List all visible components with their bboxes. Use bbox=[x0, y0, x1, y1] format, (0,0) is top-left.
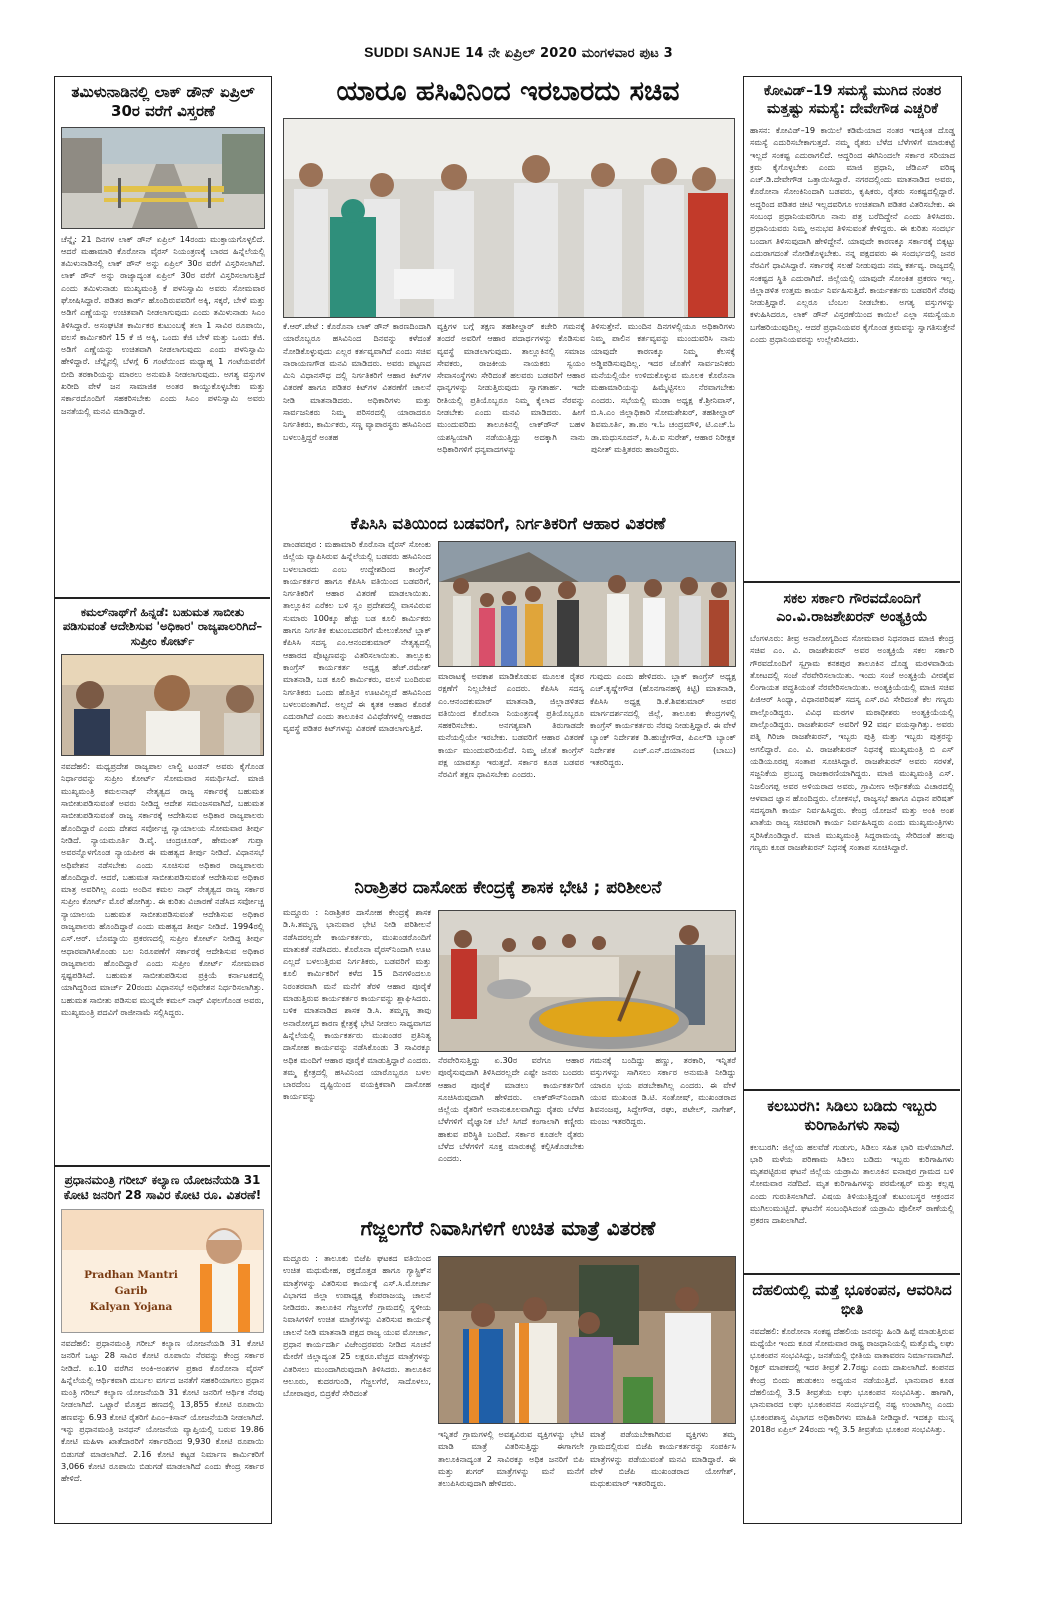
divider bbox=[744, 581, 960, 583]
story4-col3: ಮಾತ್ರೆ ಪಡೆಯಬೇಕಾಗಿರುವ ವ್ಯಕ್ತಿಗಳು ತಮ್ಮ ಗ್ರಾಮದಲ್ಲಿರುವ ಬಿಜೆಪಿ ಕಾರ್ಯಕರ್ತರನ್ನು ಸಂಪರ್ಕಿಸಿ ಮಾತ್ರೆಗಳನ್ನು ಪಡೆಯುವಂತೆ ಮನವಿ ಮಾಡಿದ್ದಾರೆ. ಈ ವೇಳೆ ಬಿಜೆಪಿ ಮುಖಂಡರಾದ ಯೋಗೇಶ್, ಮಧುಕುಮಾರ್ ಇತರರಿದ್ದರು. bbox=[590, 1429, 736, 1489]
story4-col2: ಇನ್ನಿತರೆ ಗ್ರಾಮಗಳಲ್ಲಿ ಅವಶ್ಯವಿರುವ ವ್ಯಕ್ತಿಗಳನ್ನು ಭೇಟಿ ಮಾಡಿ ಮಾತ್ರೆ ವಿತರಿಸುತ್ತಿದ್ದು ಈಗಾಗಲೇ ತಾಲೂಕಿನಾದ್ಯಂತ 2 ಸಾವಿರಕ್ಕೂ ಅಧಿಕ ಜನರಿಗೆ ಬಿಪಿ ಮತ್ತು ಶುಗರ್ ಮಾತ್ರೆಗಳನ್ನು ಮನೆ ಮನೆಗೆ ತಲುಪಿಸಿರುವುದಾಗಿ ಹೇಳಿದರು. bbox=[438, 1429, 584, 1489]
page-masthead bbox=[0, 44, 1037, 61]
story2-col1: ಪಾಂಡವಪುರ : ಮಹಾಮಾರಿ ಕೊರೊನಾ ವೈರಸ್ ಸೋಂಕು ಜಿಲ್ಲೆಯ ವ್ಯಾಪಿಸಿರುವ ಹಿನ್ನೆಲೆಯಲ್ಲಿ ಬಡವರು ಹಸಿವಿನಿಂದ ಬಳಲಬಾರದು ಎಂಬ ಉದ್ದೇಶದಿಂದ ಕಾಂಗ್ರೆಸ್ ಕಾರ್ಯಕರ್ತರ ಹಾಗೂ ಕೆಪಿಸಿಸಿ ವತಿಯಿಂದ ಬಡವರಿಗೆ, ನಿರ್ಗತಿಕರಿಗೆ ಆಹಾರ ವಿತರಣೆ ಮಾಡಲಾಯಿತು. ತಾಲ್ಲೂಕಿನ ಎರೆಕಲ ಬಳಿ ಸ್ಲಂ ಪ್ರದೇಶದಲ್ಲಿ ವಾಸವಿರುವ ಸುಮಾರು 100ಕ್ಕೂ ಹೆಚ್ಚು ಬಡ ಕೂಲಿ ಕಾರ್ಮಿಕರು ಹಾಗೂ ನಿರ್ಗತಿಕ ಕುಟುಂಬದವರಿಗೆ ಮೇಲುಕೋಟೆ ಬ್ಲಾಕ್ ಕೆಪಿಸಿಸಿ ಸದಸ್ಯ ಎಂ.ಆನಂದಕುಮಾರ್ ನೇತೃತ್ವದಲ್ಲಿ ಆಹಾರದ ಪೊಟ್ಟಣವನ್ನು ವಿತರಿಸಲಾಯಿತು. ತಾಲ್ಲೂಕು ಕಾಂಗ್ರೆಸ್ ಕಾರ್ಯಕರ್ತ ಅಧ್ಯಕ್ಷ ಹೆಚ್.ರಮೇಶ್ ಮಾತನಾಡಿ, ಬಡ ಕೂಲಿ ಕಾರ್ಮಿಕರು, ವಲಸೆ ಬಂದಿರುವ ನಿರ್ಗತಿಕರು ಒಂದು ಹೊತ್ತಿನ ಊಟವಿಲ್ಲದೆ ಹಸಿವಿನಿಂದ ಬಳಲುವಂತಾಗಿದೆ. ಅಲ್ಲದೆ ಈ ಕೃತಕ ಆಹಾರ ಕೊರತೆ ಎದುರಾಗಿದೆ ಎಂದು ತಾಲೂಕಿನ ವಿವಿಧೆಡೆಗಳಲ್ಲಿ ಆಹಾರದ ವ್ಯವಸ್ಥೆ ಪಡಿತರ ಕಿಟ್‌ಗಳನ್ನು ವಿತರಣೆ ಮಾಡಲಾಗುತ್ತಿದೆ. bbox=[283, 539, 431, 734]
left-column bbox=[54, 76, 272, 1524]
tablet-distribution-image bbox=[439, 1257, 735, 1423]
story3-headline: ನಿರಾಶ್ರಿತರ ದಾಸೋಹ ಕೇಂದ್ರಕ್ಕೆ ಶಾಸಕ ಭೇಟಿ ; ಪರಿಶೀಲನೆ bbox=[354, 878, 662, 898]
story1-headline: ಯಾರೂ ಹಸಿವಿನಿಂದ ಇರಬಾರದು ಸಚಿವ bbox=[336, 76, 680, 107]
story4-headline: ಗೆಜ್ಜಲಗೆರೆ ನಿವಾಸಿಗಳಿಗೆ ಉಚಿತ ಮಾತ್ರೆ ವಿತರಣೆ bbox=[360, 1216, 656, 1240]
story1-col1: ಕೆ.ಆರ್.ಪೇಟೆ : ಕೊರೊನಾ ಲಾಕ್ ಡೌನ್ ಕಾರಣದಿಂದಾಗಿ ಯಾರೊಬ್ಬರೂ ಹಸಿವಿನಿಂದ ದಿನವನ್ನು ಕಳೆದಂತೆ ನೋಡಿಕೊಳ್ಳುವುದು ಎಲ್ಲರ ಕರ್ತವ್ಯವಾಗಿದೆ ಎಂದು ಸಚಿವ ನಾರಾಯಣಗೌಡ ಮನವಿ ಮಾಡಿದರು. ಅವರು ಪಟ್ಟಣದ ಮಿನಿ ವಿಧಾನಸೌಧ ದಲ್ಲಿ ನಿರ್ಗತಿಕರಿಗೆ ಆಹಾರ ಕಿಟ್‌ಗಳ ವಿತರಣೆ ಹಾಗೂ ಪಡಿತರ ಕಿಟ್‌ಗಳ ವಿತರಣೆಗೆ ಚಾಲನೆ ನೀಡಿ ಮಾತನಾಡಿದರು. ಅಧಿಕಾರಿಗಳು ಮತ್ತು ಸಾರ್ವಜನಿಕರು ನಿಮ್ಮ ಪರಿಸರದಲ್ಲಿ ಯಾರಾದರೂ ನಿರ್ಗತಿಕರು, ಕಾರ್ಮಿಕರು, ಸಣ್ಣ ವ್ಯಾಪಾರಸ್ಥರು ಹಸಿವಿನಿಂದ ಬಳಲುತ್ತಿದ್ದರೆ ಅಂತಹ bbox=[283, 321, 431, 442]
story2-headline: ಕೆಪಿಸಿಸಿ ವತಿಯಿಂದ ಬಡವರಿಗೆ, ನಿರ್ಗತಿಕರಿಗೆ ಆಹಾರ ವಿತರಣೆ bbox=[350, 514, 666, 533]
empty-street-image bbox=[62, 128, 265, 228]
story3-col3: ಗಮನಕ್ಕೆ ಬಂದಿದ್ದು ಹಣ್ಣು, ತರಕಾರಿ, ಇನ್ನಿತರೆ ವಸ್ತುಗಳನ್ನು ಸಾಗಿಸಲು ಸರ್ಕಾರ ಅನುಮತಿ ನೀಡಿದ್ದು ಯಾರೂ ಭಯ ಪಡಬೇಕಾಗಿಲ್ಲ ಎಂದರು. ಈ ವೇಳೆ ಯುವ ಮುಖಂಡ ಡಿ.ಟಿ. ಸಂತೋಷ್, ಮುಖಂಡರಾದ ಶಿವನಂಜಪ್ಪ, ಸಿದ್ದೇಗೌಡ, ರಘು, ಪಟೇಲ್, ನಾಗೇಶ್, ಮಂಜು ಇತರರಿದ್ದರು. bbox=[590, 1055, 736, 1127]
minister-distribution-image bbox=[284, 119, 734, 317]
story3-photo bbox=[438, 910, 736, 1052]
kamalnath-photo bbox=[61, 654, 264, 756]
story2-col3: ಗುವುದು ಎಂದು ಹೇಳಿದರು. ಬ್ಲಾಕ್ ಕಾಂಗ್ರೆಸ್ ಅಧ್ಯಕ್ಷ ಎಚ್.ಕೃಷ್ಣೇಗೌಡ (ಹೊನಗಾನಹಳ್ಳಿ ಕಿಟ್ಟಿ) ಮಾತನಾಡಿ, ಕೆಪಿಸಿಸಿ ಅಧ್ಯಕ್ಷ ಡಿ.ಕೆ.ಶಿವಕುಮಾರ್ ಅವರ ಮಾರ್ಗದರ್ಶನದಲ್ಲಿ ಜಿಲ್ಲೆ, ತಾಲೂಕು ಕೇಂದ್ರಗಳಲ್ಲಿ ಕಾಂಗ್ರೆಸ್ ಕಾರ್ಯಕರ್ತರು ನೆರವು ನೀಡುತ್ತಿದ್ದಾರೆ. ಈ ವೇಳೆ ಬ್ಯಾಂಕ್ ನಿರ್ದೇಶಕ ಡಿ.ಹುಚ್ಚೇಗೌಡ, ಪಿಎಲ್‌ಡಿ ಬ್ಯಾಂಕ್ ನಿರ್ದೇಶಕ ಎಚ್.ಎನ್.ದಯಾನಂದ (ಬಾಬು) ಇತರರಿದ್ದರು. bbox=[590, 671, 736, 768]
pmgky-headline: ಪ್ರಧಾನಮಂತ್ರಿ ಗರೀಬ್ ಕಲ್ಯಾಣ ಯೋಜನೆಯಡಿ 31 ಕೋಟಿ ಜನರಿಗೆ 28 ಸಾವಿರ ಕೋಟಿ ರೂ. ವಿತರಣೆ! bbox=[63, 1173, 262, 1202]
banner-text-line1: Pradhan Mantri Garib bbox=[84, 1269, 178, 1297]
story3-col1: ಮದ್ದೂರು : ನಿರಾಶ್ರಿತರ ದಾಸೋಹ ಕೇಂದ್ರಕ್ಕೆ ಶಾಸಕ ಡಿ.ಸಿ.ತಮ್ಮಣ್ಣ ಭಾನುವಾರ ಭೇಟಿ ನೀಡಿ ಪರಿಶೀಲನೆ ನಡೆಸಿದರಲ್ಲದೇ ಕಾರ್ಯಕರ್ತರು, ಮುಖಂಡರೊಂದಿಗೆ ಮಾತುಕತೆ ನಡೆಸಿದರು. ಕೊರೊನಾ ವೈರಸ್‌ನಿಂದಾಗಿ ಊಟ ಎಲ್ಲದೆ ಬಳಲುತ್ತಿರುವ ನಿರ್ಗತಿಕರು, ಬಡವರಿಗೆ ಮತ್ತು ಕೂಲಿ ಕಾರ್ಮಿಕರಿಗೆ ಕಳೆದ 15 ದಿನಗಳಿಂದಲೂ ನಿರಂತರವಾಗಿ ಮನೆ ಮನೆಗೆ ತೆರಳಿ ಆಹಾರ ಪೂರೈಕೆ ಮಾಡುತ್ತಿರುವ ಕಾರ್ಯಕರ್ತರ ಕಾರ್ಯವನ್ನು ಶ್ಲಾಘಿಸಿದರು. ಬಳಿಕ ಮಾತನಾಡಿದ ಶಾಸಕ ಡಿ.ಸಿ. ತಮ್ಮಣ್ಣ ತಾವು ಅನಾರೋಗ್ಯದ ಕಾರಣ ಕ್ಷೇತ್ರಕ್ಕೆ ಭೇಟಿ ನೀಡಲು ಸಾಧ್ಯವಾಗದ ಹಿನ್ನೆಲೆಯಲ್ಲಿ ಕಾರ್ಯಕರ್ತರು ಮುಖಂಡರ ಪ್ರತಿನಿತ್ಯ ದಾಸೋಹ ಕಾರ್ಯವನ್ನು ನಡೆಸಿಕೊಂಡು 3 ಸಾವಿರಕ್ಕೂ ಅಧಿಕ ಮಂದಿಗೆ ಆಹಾರ ಪೂರೈಕೆ ಮಾಡುತ್ತಿದ್ದಾರೆ ಎಂದರು. ತಮ್ಮ ಕ್ಷೇತ್ರದಲ್ಲಿ ಹಸಿವಿನಿಂದ ಯಾರೊಬ್ಬರೂ ಬಳಲ ಬಾರದೆಂಬ ದೃಷ್ಟಿಯಿಂದ ವಯಕ್ತಿಕವಾಗಿ ದಾಸೋಹ ಕಾರ್ಯವನ್ನು bbox=[283, 907, 431, 1102]
delhi-quake-headline: ದೆಹಲಿಯಲ್ಲಿ ಮತ್ತೆ ಭೂಕಂಪನ, ಆವರಿಸಿದ ಭೀತಿ bbox=[752, 1281, 952, 1318]
pmgky-body: ನವದೆಹಲಿ: ಪ್ರಧಾನಮಂತ್ರಿ ಗರೀಬ್ ಕಲ್ಯಾಣ ಯೋಜನೆಯಡಿ 31 ಕೋಟಿ ಜನರಿಗೆ ಒಟ್ಟು 28 ಸಾವಿರ ಕೋಟಿ ರೂಪಾಯಿ ನೆರವನ್ನು ಕೇಂದ್ರ ಸರ್ಕಾರ ನೀಡಿದೆ. ಏ.10 ವರೆಗಿನ ಅಂಕಿ-ಅಂಶಗಳ ಪ್ರಕಾರ ಕೊರೋನಾ ವೈರಸ್ ಹಿನ್ನೆಲೆಯಲ್ಲಿ ಆರ್ಥಿಕವಾಗಿ ದುರ್ಬಲ ವರ್ಗದ ಜನತೆಗೆ ಸಹಕರಿಯಾಗಲು ಪ್ರಧಾನ ಮಂತ್ರಿ ಗರೀಬ್ ಕಲ್ಯಾಣ ಯೋಜನೆಯಡಿ 31 ಕೋಟಿ ಜನರಿಗೆ ಆರ್ಥಿಕ ನೆರವು ನೀಡಲಾಗಿದೆ. ಒಟ್ಟಾರೆ ಮೊತ್ತದ ಹಣದಲ್ಲಿ 13,855 ಕೋಟಿ ರೂಪಾಯಿ ಹಣವನ್ನು 6.93 ಕೋಟಿ ರೈತರಿಗೆ ಪಿಎಂ–ಕಿಸಾನ್ ಯೋಜನೆಯಡಿ ನೀಡಲಾಗಿದೆ. ಇನ್ನು ಪ್ರಧಾನಮಂತ್ರಿ ಜನಧನ್ ಯೋಜನೆಯ ವ್ಯಾಪ್ತಿಯಲ್ಲಿ ಬರುವ 19.86 ಕೋಟಿ ಮಹಿಳಾ ಖಾತೆದಾರರಿಗೆ ಸರ್ಕಾರದಿಂದ 9,930 ಕೋಟಿ ರೂಪಾಯಿ ಬಿಡುಗಡೆ ಮಾಡಲಾಗಿದೆ. 2.16 ಕೋಟಿ ಕಟ್ಟಡ ನಿರ್ಮಾಣ ಕಾರ್ಮಿಕರಿಗೆ 3,066 ಕೋಟಿ ರೂಪಾಯಿ ಬಿಡುಗಡೆ ಮಾಡಲಾಗಿದೆ ಎಂದು ಕೇಂದ್ರ ಸರ್ಕಾರ ಹೇಳಿದೆ. bbox=[61, 1338, 264, 1484]
story1-col2: ವ್ಯಕ್ತಿಗಳ ಬಗ್ಗೆ ತಕ್ಷಣ ತಹಶೀಲ್ದಾರ್ ಕಚೇರಿ ಗಮನಕ್ಕೆ ತಂದರೆ ಅವರಿಗೆ ಆಹಾರ ಪದಾರ್ಥಗಳನ್ನು ಕೊಡಿಸುವ ವ್ಯವಸ್ಥೆ ಮಾಡಲಾಗುವುದು. ತಾಲ್ಲೂಕಿನಲ್ಲಿ ಸಮಾಜ ಸೇವಕರು, ರಾಜಕೀಯ ನಾಯಕರು ಸ್ವಯಂ ಸೇವಾಸಂಸ್ಥೆಗಳು ಸೇರಿದಂತೆ ಹಲವರು ಬಡವರಿಗೆ ಆಹಾರ ಧಾನ್ಯಗಳನ್ನು ನೀಡುತ್ತಿರುವುದು ಸ್ವಾಗತಾರ್ಹ. ಇದೇ ರೀತಿಯಲ್ಲಿ ಪ್ರತಿಯೊಬ್ಬರೂ ನಿಮ್ಮ ಕೈಲಾದ ನೆರವನ್ನು ನೀಡಬೇಕು ಎಂದು ಮನವಿ ಮಾಡಿದರು. ಹೀಗೆ ಮುಂದುವರಿದು ತಾಲೂಕಿನಲ್ಲಿ ಲಾಕ್‌ಡೌನ್ ಬಹಳ ಯಶಸ್ವಿಯಾಗಿ ನಡೆಯುತ್ತಿದ್ದು ಅದಕ್ಕಾಗಿ ನಾನು ಅಧಿಕಾರಿಗಳಿಗೆ ಧನ್ಯವಾದಗಳನ್ನು bbox=[437, 321, 585, 454]
story2-col2: ಮಾರಾಟಕ್ಕೆ ಅವಕಾಶ ಮಾಡಿಕೊಡುವ ಮೂಲಕ ರೈತರ ರಕ್ಷಣೆಗೆ ನಿಲ್ಲಬೇಕಿದೆ ಎಂದರು. ಕೆಪಿಸಿಸಿ ಸದಸ್ಯ ಎಂ.ಆನಂದಕುಮಾರ್ ಮಾತನಾಡಿ, ಜಿಲ್ಲಾಡಳಿತದ ವತಿಯಿಂದ ಕೊರೊನಾ ನಿಯಂತ್ರಣಕ್ಕೆ ಪ್ರತಿಯೊಬ್ಬರೂ ಸಹಕರಿಸಬೇಕು. ಅನಗತ್ಯವಾಗಿ ತಿರುಗಾಡದೇ ಮನೆಯಲ್ಲಿಯೇ ಇರಬೇಕು. ಬಡವರಿಗೆ ಆಹಾರ ವಿತರಣೆ ಕಾರ್ಯ ಮುಂದುವರಿಯಲಿದೆ. ನಿಮ್ಮ ಜೊತೆ ಕಾಂಗ್ರೆಸ್ ಪಕ್ಷ ಯಾವತ್ತೂ ಇರುತ್ತದೆ. ಸರ್ಕಾರ ಕೂಡ ಬಡವರ ನೆರವಿಗೆ ತಕ್ಷಣ ಧಾವಿಸಬೇಕು ಎಂದರು. bbox=[438, 671, 584, 780]
kamalnath-headline: ಕಮಲ್‌ನಾಥ್‌ಗೆ ಹಿನ್ನಡೆ: ಬಹುಮತ ಸಾಬೀತು ಪಡಿಸುವಂತೆ ಆದೇಶಿಸುವ 'ಅಧಿಕಾರ' ರಾಜ್ಯಪಾಲರಿಗಿದೆ– ಸುಪ್ರೀಂ ಕೋರ್ಟ್ bbox=[62, 605, 263, 648]
kalaburagi-headline: ಕಲಬುರಗಿ: ಸಿಡಿಲು ಬಡಿದು ಇಬ್ಬರು ಕುರಿಗಾಹಿಗಳು ಸಾವು bbox=[767, 1097, 937, 1134]
rajashekharan-headline: ಸಕಲ ಸರ್ಕಾರಿ ಗೌರವದೊಂದಿಗೆ ಎಂ.ವಿ.ರಾಜಶೇಖರನ್ ಅಂತ್ಯಕ್ರಿಯೆ bbox=[776, 591, 928, 625]
story4-photo bbox=[438, 1256, 736, 1424]
right-column bbox=[743, 76, 962, 1524]
paper-name: SUDDI SANJE bbox=[364, 44, 461, 60]
kalaburagi-body: ಕಲಬುರಗಿ: ಜಿಲ್ಲೆಯ ಹಲವೆಡೆ ಗುಡುಗು, ಸಿಡಿಲು ಸಹಿತ ಭಾರಿ ಮಳೆಯಾಗಿದೆ. ಭಾರಿ ಮಳೆಯ ಪರಿಣಾಮ ಸಿಡಿಲು ಬಡಿದು ಇಬ್ಬರು ಕುರಿಗಾಹಿಗಳು ಮೃತಪಟ್ಟಿರುವ ಘಟನೆ ಜಿಲ್ಲೆಯ ಯಡ್ರಾಮಿ ತಾಲೂಕಿನ ಐನಾಪುರ ಗ್ರಾಮದ ಬಳಿ ಸೋಮವಾರ ನಡೆದಿದೆ. ಮೃತ ಕುರಿಗಾಹಿಗಳನ್ನು ಪರಮೇಶ್ವರ್ ಮತ್ತು ಕಲ್ಲಪ್ಪ ಎಂದು ಗುರುತಿಸಲಾಗಿದೆ. ವಿಷಯ ತಿಳಿಯುತ್ತಿದ್ದಂತೆ ಕುಟುಂಬಸ್ಥರ ಆಕ್ರಂದನ ಮುಗಿಲುಮುಟ್ಟಿದೆ. ಘಟನೆಗೆ ಸಂಬಂಧಿಸಿದಂತೆ ಯಡ್ರಾಮಿ ಪೊಲೀಸ್ ಠಾಣೆಯಲ್ಲಿ ಪ್ರಕರಣ ದಾಖಲಾಗಿದೆ. bbox=[750, 1141, 954, 1226]
community-kitchen-image bbox=[439, 911, 735, 1051]
story2-photo bbox=[438, 541, 736, 667]
story1-photo bbox=[283, 118, 735, 318]
food-distribution-image bbox=[439, 542, 735, 666]
story3-col2: ನೆರವೇರಿಸುತ್ತಿದ್ದು ಏ.30ರ ವರೆಗೂ ಆಹಾರ ಪೂರೈಸುವುದಾಗಿ ತಿಳಿಸಿದರಲ್ಲದೇ ಎಷ್ಟೇ ಜನರು ಬಂದರು ಆಹಾರ ಪೂರೈಕೆ ಮಾಡಲು ಕಾರ್ಯಕರ್ತರಿಗೆ ಸೂಚಿಸಿರುವುದಾಗಿ ಹೇಳಿದರು. ಲಾಕ್‌ಡೌನ್‌ನಿಂದಾಗಿ ಜಿಲ್ಲೆಯ ರೈತರಿಗೆ ಅನಾನುಕೂಲವಾಗಿದ್ದು ರೈತರು ಬೆಳೆದ ಬೆಳೆಗಳಿಗೆ ವೈಜ್ಞಾನಿಕ ಬೆಲೆ ಸಿಗದೆ ಕಂಗಾಲಾಗಿ ಕಣ್ಣೀರು ಹಾಕುವ ಪರಿಸ್ಥಿತಿ ಬಂದಿದೆ. ಸರ್ಕಾರ ಕೂಡಲೇ ರೈತರು ಬೆಳೆದ ಬೆಳೆಗಳಿಗೆ ಸೂಕ್ತ ಮಾರುಕಟ್ಟೆ ಕಲ್ಪಿಸಿಕೊಡಬೇಕು ಎಂದರು. bbox=[438, 1055, 584, 1164]
devegowda-headline: ಕೋವಿಡ್–19 ಸಮಸ್ಯೆ ಮುಗಿದ ನಂತರ ಮತ್ತಷ್ಟು ಸಮಸ್ಯೆ: ದೇವೇಗೌಡ ಎಚ್ಚರಿಕೆ bbox=[763, 83, 942, 117]
banner-text-line2: Kalyan Yojana bbox=[89, 1300, 173, 1313]
pmgky-banner bbox=[61, 1209, 264, 1333]
story1-col3: ತಿಳಿಸುತ್ತೇನೆ. ಮುಂದಿನ ದಿನಗಳಲ್ಲಿಯೂ ಅಧಿಕಾರಿಗಳು ನಿಮ್ಮ ಪಾಲಿನ ಕರ್ತವ್ಯವನ್ನು ಮುಂದುವರಿಸಿ ನಾನು ಯಾವುದೇ ಕಾರಣಕ್ಕೂ ನಿಮ್ಮ ಕೆಲಸಕ್ಕೆ ಅಡ್ಡಿಪಡಿಸುವುದಿಲ್ಲ. ಇದರ ಜೊತೆಗೆ ಸಾರ್ವಜನಿಕರು ಮನೆಯಲ್ಲಿಯೇ ಉಳಿದುಕೊಳ್ಳುವ ಮೂಲಕ ಕೊರೊನಾ ಮಹಾಮಾರಿಯನ್ನು ಹಿಮ್ಮೆಟ್ಟಿಸಲು ನೆರವಾಗಬೇಕು ಎಂದರು. ಸಭೆಯಲ್ಲಿ ಮುಡಾ ಅಧ್ಯಕ್ಷ ಕೆ.ಶ್ರೀನಿವಾಸ್, ಬಿ.ಸಿ.ಎಂ ಜಿಲ್ಲಾಧಿಕಾರಿ ಸೋಮಶೇಖರ್, ತಹಶೀಲ್ದಾರ್ ಶಿವಮೂರ್ತಿ, ತಾ.ಪಂ ಇ.ಓ ಚಂದ್ರಮೌಳಿ, ಟಿ.ಎಚ್.ಓ ಡಾ.ಮಧುಸೂದನ್, ಸಿ.ಪಿ.ಐ ಸುರೇಶ್, ಆಹಾರ ನಿರೀಕ್ಷಕ ಪುನೀತ್ ಮತ್ತಿತರರು ಹಾಜರಿದ್ದರು. bbox=[591, 321, 735, 454]
tn-lockdown-headline: ತಮಿಳುನಾಡಿನಲ್ಲಿ ಲಾಕ್ ಡೌನ್ ಏಪ್ರಿಲ್ 30ರ ವರೆಗೆ ವಿಸ್ತರಣೆ bbox=[71, 83, 255, 120]
politician-portrait-image bbox=[62, 655, 264, 755]
rajashekharan-body: ಬೆಂಗಳೂರು: ತೀವ್ರ ಅನಾರೋಗ್ಯದಿಂದ ಸೋಮವಾರ ನಿಧನರಾದ ಮಾಜಿ ಕೇಂದ್ರ ಸಚಿವ ಎಂ. ವಿ. ರಾಜಶೇಖರನ್ ಅವರ ಅಂತ್ಯಕ್ರಿಯೆ ಸಕಲ ಸರ್ಕಾರಿ ಗೌರವದೊಂದಿಗೆ ಸ್ವಗ್ರಾಮ ಕನಕಪುರ ತಾಲೂಕಿನ ದೊಡ್ಡ ಮರಳವಾಡಿಯ ತೋಟದಲ್ಲಿ ಸಂಜೆ ನೆರವೇರಿಸಲಾಯಿತು. ಇಂದು ಸಂಜೆ ಅಂತ್ಯಕ್ರಿಯೆ ವೀರಶೈವ ಲಿಂಗಾಯತ ಪದ್ಧತಿಯಂತೆ ನೆರವೇರಿಸಲಾಯಿತು. ಅಂತ್ಯಕ್ರಿಯೆಯಲ್ಲಿ ಮಾಜಿ ಸಚಿವ ಪಿಜಿಆರ್ ಸಿಂಧ್ಯಾ, ವಿಧಾನಪರಿಷತ್ ಸದಸ್ಯ ಎಸ್.ರವಿ ಸೇರಿದಂತೆ ಕೆಲ ಗಣ್ಯರು ಪಾಲ್ಗೊಂಡಿದ್ದರು. ವಿವಿಧ ಮಠಗಳ ಮಠಾಧೀಶರು ಅಂತ್ಯಕ್ರಿಯೆಯಲ್ಲಿ ಪಾಲ್ಗೊಂಡಿದ್ದರು. ರಾಜಶೇಖರನ್ ಅವರಿಗೆ 92 ವರ್ಷ ವಯಸ್ಸಾಗಿತ್ತು. ಅವರು ಪತ್ನಿ ಗಿರಿಜಾ ರಾಜಶೇಖರನ್, ಇಬ್ಬರು ಪುತ್ರಿ ಮತ್ತು ಇಬ್ಬರು ಪುತ್ರರನ್ನು ಅಗಲಿದ್ದಾರೆ. ಎಂ. ವಿ. ರಾಜಶೇಖರನ್ ನಿಧನಕ್ಕೆ ಮುಖ್ಯಮಂತ್ರಿ ಬಿ ಎಸ್ ಯಡಿಯೂರಪ್ಪ ಸಂತಾಪ ಸೂಚಿಸಿದ್ದಾರೆ. ರಾಜಶೇಖರನ್ ಅವರು ಸರಳತೆ, ಸಜ್ಜನಿಕೆಯ ಪ್ರಬುದ್ಧ ರಾಜಕಾರಣಿಯಾಗಿದ್ದರು. ಮಾಜಿ ಮುಖ್ಯಮಂತ್ರಿ ಎಸ್. ನಿಜಲಿಂಗಪ್ಪ ಅವರ ಅಳಿಯರಾದ ಅವರು, ಗ್ರಾಮೀಣ ಆರ್ಥಿಕತೆಯ ವಿಚಾರದಲ್ಲಿ ಆಳವಾದ ಜ್ಞಾನ ಹೊಂದಿದ್ದರು. ಲೋಕಸಭೆ, ರಾಜ್ಯಸಭೆ ಹಾಗೂ ವಿಧಾನ ಪರಿಷತ್ ಸದಸ್ಯರಾಗಿ ಕಾರ್ಯ ನಿರ್ವಹಿಸಿದ್ದರು. ಕೇಂದ್ರ ಯೋಜನೆ ಮತ್ತು ಅಂಕಿ ಅಂಶ ಖಾತೆಯ ರಾಜ್ಯ ಸಚಿವರಾಗಿ ಕಾರ್ಯ ನಿರ್ವಹಿಸಿದ್ದರು ಎಂದು ಮುಖ್ಯಮಂತ್ರಿಗಳು ಸ್ಮರಿಸಿಕೊಂಡಿದ್ದಾರೆ. ಮಾಜಿ ಮುಖ್ಯಮಂತ್ರಿ ಸಿದ್ದರಾಮಯ್ಯ ಸೇರಿದಂತೆ ಹಲವು ಗಣ್ಯರು ಕೂಡ ರಾಜಶೇಖರನ್ ನಿಧನಕ್ಕೆ ಸಂತಾಪ ಸೂಚಿಸಿದ್ದಾರೆ. bbox=[750, 633, 954, 853]
tn-photo bbox=[61, 127, 265, 229]
story4-col1: ಮದ್ದೂರು : ತಾಲೂಕು ಬಿಜೆಪಿ ಘಟಕದ ವತಿಯಿಂದ ಉಚಿತ ಮಧುಮೇಹ, ರಕ್ತದೊತ್ತಡ ಹಾಗೂ ಗ್ಯಾಸ್ಟ್ರಿಕ್‌ನ ಮಾತ್ರೆಗಳನ್ನು ವಿತರಿಸುವ ಕಾರ್ಯಕ್ಕೆ ಎಸ್.ಸಿ.ಮೋರ್ಚಾ ವಿಭಾಗದ ಜಿಲ್ಲಾ ಉಪಾಧ್ಯಕ್ಷ ಕೆಂಪರಾಜಯ್ಯ ಚಾಲನೆ ನೀಡಿದರು. ತಾಲೂಕಿನ ಗೆಜ್ಜಲಗೆರೆ ಗ್ರಾಮದಲ್ಲಿ ಸ್ಥಳೀಯ ನಿವಾಸಿಗಳಿಗೆ ಉಚಿತ ಮಾತ್ರೆಗಳನ್ನು ವಿತರಿಸುವ ಕಾರ್ಯಕ್ಕೆ ಚಾಲನೆ ನೀಡಿ ಮಾತನಾಡಿ ಪಕ್ಷದ ರಾಜ್ಯ ಯುವ ಮೋರ್ಚಾ, ಪ್ರಧಾನ ಕಾರ್ಯದರ್ಶಿ ವಿಜೇಂದ್ರರವರು ನೀಡಿದ ಸೂಚನೆ ಮೇರೆಗೆ ಜಿಲ್ಲಾದ್ಯಂತ 25 ಲಕ್ಷರೂ.ವೆಚ್ಚದ ಮಾತ್ರೆಗಳನ್ನು ವಿತರಿಸಲು ಮುಂದಾಗಿರುವುದಾಗಿ ತಿಳಿಸಿದರು. ತಾಲೂಕಿನ ಆಲೂರು, ಕುದರಗುಂಡಿ, ಗೆಜ್ಜಲಗೆರೆ, ಸಾದೊಳಲು, ಬೋರಾಪುರ, ಬಿದ್ರಕೆರೆ ಸೇರಿದಂತೆ bbox=[283, 1253, 431, 1399]
tn-lockdown-body: ಚೆನ್ನೈ: 21 ದಿನಗಳ ಲಾಕ್ ಡೌನ್ ಏಪ್ರಿಲ್ 14ರಂದು ಮುಕ್ತಾಯಗೊಳ್ಳಲಿದೆ. ಆದರೆ ಮಹಾಮಾರಿ ಕೊರೋನಾ ವೈರಸ್ ನಿಯಂತ್ರಣಕ್ಕೆ ಬಾರದ ಹಿನ್ನೆಲೆಯಲ್ಲಿ ತಮಿಳುನಾಡಿನಲ್ಲಿ ಲಾಕ್ ಡೌನ್ ಅನ್ನು ಏಪ್ರಿಲ್ 30ರ ವರೆಗೆ ವಿಸ್ತರಿಸಲಾಗಿದೆ. ಲಾಕ್ ಡೌನ್ ಅನ್ನು ರಾಜ್ಯಾದ್ಯಂತ ಏಪ್ರಿಲ್ 30ರ ವರೆಗೆ ವಿಸ್ತರಿಸಲಾಗುತ್ತಿದೆ ಎಂದು ತಮಿಳುನಾಡು ಮುಖ್ಯಮಂತ್ರಿ ಕೆ ಪಳನಿಸ್ವಾಮಿ ಅವರು ಸೋಮವಾರ ಘೋಷಿಸಿದ್ದಾರೆ. ಪಡಿತರ ಕಾರ್ಡ್ ಹೊಂದಿರುವವರಿಗೆ ಅಕ್ಕಿ, ಸಕ್ಕರೆ, ಬೇಳೆ ಮತ್ತು ಅಡಿಗೆ ಎಣ್ಣೆಯನ್ನು ಉಚಿತವಾಗಿ ನೀಡಲಾಗುವುದು ಎಂದು ತಮಿಳುನಾಡು ಸಿಎಂ ತಿಳಿಸಿದ್ದಾರೆ. ಅಸಂಘಟಿತ ಕಾರ್ಮಿಕರ ಕುಟುಂಬಕ್ಕೆ ತಲಾ 1 ಸಾವಿರ ರೂಪಾಯಿ, ವಲಸೆ ಕಾರ್ಮಿಕರಿಗೆ 15 ಕೆ ಜಿ ಅಕ್ಕಿ, ಒಂದು ಕೆಜಿ ಬೇಳೆ ಮತ್ತು ಒಂದು ಕೆಜಿ. ಅಡಿಗೆ ಎಣ್ಣೆಯನ್ನು ಉಚಿತವಾಗಿ ನೀಡಲಾಗುವುದು ಎಂದು ಪಳನಿಸ್ವಾಮಿ ಹೇಳಿದ್ದಾರೆ. ಚೆನ್ನೈನಲ್ಲಿ ಬೆಳಗ್ಗೆ 6 ಗಂಟೆಯಿಂದ ಮಧ್ಯಾಹ್ನ 1 ಗಂಟೆಯವರೆಗೆ ಬೀದಿ ತರಕಾರಿಯನ್ನು ಮಾರಲು ಅನುಮತಿ ನೀಡಲಾಗುವುದು. ಅಗತ್ಯ ವಸ್ತುಗಳ ಖರೀದಿ ವೇಳೆ ಜನ ಸಾಮಾಜಿಕ ಅಂತರ ಕಾಯ್ದುಕೊಳ್ಳಬೇಕು ಮತ್ತು ಸರ್ಕಾರದೊಂದಿಗೆ ಸಹಕರಿಸಬೇಕು ಎಂದು ಸಿಎಂ ಪಳನಿಸ್ವಾಮಿ ಅವರು ಜನತೆಯಲ್ಲಿ ಮನವಿ ಮಾಡಿದ್ದಾರೆ. bbox=[61, 233, 265, 416]
delhi-quake-body: ನವದೆಹಲಿ: ಕೊರೋನಾ ಸಂಕಷ್ಟ ದೆಹಲಿಯ ಜನರನ್ನು ಹಿಂಡಿ ಹಿಪ್ಪೆ ಮಾಡುತ್ತಿರುವ ಮಧ್ಯೆಯೇ ಇಂದು ಕೂಡ ಸೋಮವಾರ ರಾಷ್ಟ್ರ ರಾಜಧಾನಿಯಲ್ಲಿ ಮತ್ತೊಮ್ಮೆ ಲಘು ಭೂಕಂಪನ ಸಂಭವಿಸಿದ್ದು, ಜನತೆಯಲ್ಲಿ ಭೀತಿಯ ವಾತಾವರಣ ನಿರ್ಮಾಣವಾಗಿದೆ. ರಿಕ್ಟರ್ ಮಾಪಕದಲ್ಲಿ ಇದರ ತೀವ್ರತೆ 2.7ರಷ್ಟು ಎಂದು ದಾಖಲಾಗಿದೆ. ಕಂಪನದ ಕೇಂದ್ರ ಬಿಂದು ಹುಡುಕಲು ಅಧ್ಯಯನ ನಡೆಯುತ್ತಿದೆ. ಭಾನುವಾರ ಕೂಡ ದೆಹಲಿಯಲ್ಲಿ 3.5 ತೀವ್ರತೆಯ ಲಘು ಭೂಕಂಪನ ಸಂಭವಿಸಿತ್ತು. ಹಾಗಾಗಿ, ಭಾನುವಾರದ ಲಘು ಭೂಕಂಪನದ ಸಂದರ್ಭದಲ್ಲಿ ನಷ್ಟ ಉಂಟಾಗಿಲ್ಲ ಎಂದು ಭೂಕಂಪಶಾಸ್ತ್ರ ವಿಭಾಗದ ಅಧಿಕಾರಿಗಳು ಮಾಹಿತಿ ನೀಡಿದ್ದಾರೆ. ಇದಕ್ಕೂ ಮುನ್ನ 2018ರ ಏಪ್ರಿಲ್ 24ರಂದು ಇಲ್ಲಿ 3.5 ತೀವ್ರತೆಯ ಭೂಕಂಪ ಸಂಭವಿಸಿತ್ತು. bbox=[750, 1325, 954, 1434]
issue-date: 14 ನೇ ಏಪ್ರಿಲ್ 2020 ಮಂಗಳವಾರ ಪುಟ 3 bbox=[465, 46, 673, 61]
kamalnath-body: ನವದೆಹಲಿ: ಮಧ್ಯಪ್ರದೇಶ ರಾಜ್ಯಪಾಲ ಲಾಲ್ಜಿ ಟಂಡನ್ ಅವರು ಕೈಗೊಂಡ ನಿರ್ಧಾರವನ್ನು ಸುಪ್ರೀಂ ಕೋರ್ಟ್ ಸೋಮವಾರ ಸಮರ್ಥಿಸಿದೆ. ಮಾಜಿ ಮುಖ್ಯಮಂತ್ರಿ ಕಮಲನಾಥ್ ನೇತೃತ್ವದ ರಾಜ್ಯ ಸರ್ಕಾರಕ್ಕೆ ಬಹುಮತ ಸಾಬೀತುಪಡಿಸುವಂತೆ ಅವರು ನೀಡಿದ್ದ ಆದೇಶ ಸಮಂಜಸವಾಗಿದೆ, ಬಹುಮತ ಸಾಬೀತುಪಡಿಸುವಂತೆ ರಾಜ್ಯ ಸರ್ಕಾರಕ್ಕೆ ಆದೇಶಿಸುವ ಅಧಿಕಾರ ರಾಜ್ಯಪಾಲರು ಹೊಂದಿದ್ದಾರೆ ಎಂದು ದೇಶದ ಸರ್ವೋಚ್ಚ ನ್ಯಾಯಾಲಯ ಸೋಮವಾರ ತೀರ್ಪು ನೀಡಿದೆ. ನ್ಯಾಯಮೂರ್ತಿ ಡಿ.ವೈ. ಚಂದ್ರಚೂಡ್, ಹೇಮಂತ್ ಗುಪ್ತಾ ಅವರನ್ನೊಳಗೊಂಡ ನ್ಯಾಯಪೀಠ ಈ ಮಹತ್ವದ ತೀರ್ಪು ನೀಡಿದೆ. ವಿಧಾನಸಭೆ ಅಧಿವೇಶನ ನಡೆಸಬೇಕು ಎಂದು ಸೂಚಿಸುವ ಅಧಿಕಾರ ರಾಜ್ಯಪಾಲರು ಹೊಂದಿದ್ದಾರೆ. ಆದರೆ, ಬಹುಮತ ಸಾಬೀತುಪಡಿಸುವಂತೆ ಆದೇಶಿಸುವ ಅಧಿಕಾರ ಮಾತ್ರ ಅವರಿಗಿಲ್ಲ ಎಂದು ಅಂದಿನ ಕಮಲ ನಾಥ್ ನೇತೃತ್ವದ ರಾಜ್ಯ ಸರ್ಕಾರ ಸುಪ್ರೀಂ ಕೋರ್ಟ್ ಮೊರೆ ಹೋಗಿತ್ತು. ಈ ಕುರಿತು ವಿಚಾರಣೆ ನಡೆಸಿದ ಸರ್ವೋಚ್ಚ ನ್ಯಾಯಾಲಯ ಬಹುಮತ ಸಾಬೀತುಪಡಿಸುವಂತೆ ಆದೇಶಿಸುವ ಅಧಿಕಾರ ರಾಜ್ಯಪಾಲರು ಹೊಂದಿದ್ದಾರೆ ಎಂದು ಮಹತ್ವದ ತೀರ್ಪು ನೀಡಿದೆ. 1994ರಲ್ಲಿ ಎಸ್.ಆರ್. ಬೊಮ್ಮಾಯಿ ಪ್ರಕರಣದಲ್ಲಿ ಸುಪ್ರೀಂ ಕೋರ್ಟ್ ನೀಡಿದ್ದ ತೀರ್ಪು ಆಧಾರವಾಗಿಸಿಕೊಂಡು ಬಲ ನಿರೂಪಣೆಗೆ ಸರ್ಕಾರಕ್ಕೆ ಆದೇಶಿಸುವ ಅಧಿಕಾರ ರಾಜ್ಯಪಾಲರು ಹೊಂದಿದ್ದಾರೆ ಎಂದು ಸುಪ್ರೀಂ ಕೋರ್ಟ್ ಸೋಮವಾರ ಸ್ಪಷ್ಟಪಡಿಸಿದೆ. ಬಹುಮತ ಸಾಬೀತುಪಡಿಸುವ ಪ್ರಕ್ರಿಯೆ ಕರ್ನಾಟಕದಲ್ಲಿ ಯಾಗಿದ್ದರಿಂದ ಮಾರ್ಚ್ 20ರಂದು ವಿಧಾನಸಭೆ ಅಧಿವೇಶನ ನಿರ್ಧರಿಸಲಾಗಿತ್ತು. ಬಹುಮತ ಸಾಬೀತು ಪಡಿಸುವ ಮುನ್ನವೇ ಕಮಲ್ ನಾಥ್ ವಿಫಲಗೊಂಡ ಅವರು, ಮುಖ್ಯಮಂತ್ರಿ ಪದವಿಗೆ ರಾಜೀನಾಮೆ ಸಲ್ಲಿಸಿದ್ದರು. bbox=[61, 761, 264, 1018]
devegowda-body: ಹಾಸನ: ಕೋವಿಡ್–19 ಕಾಯಿಲೆ ಕಡಿಮೆಯಾದ ನಂತರ ಇದಕ್ಕಿಂತ ದೊಡ್ಡ ಸಮಸ್ಯೆ ಎದುರಿಸಬೇಕಾಗುತ್ತದೆ. ನಮ್ಮ ರೈತರು ಬೆಳೆದ ಬೆಳೆಗಳಿಗೆ ಮಾರುಕಟ್ಟೆ ಇಲ್ಲದೆ ಸಂಕಷ್ಟ ಎದುರಾಗಲಿದೆ. ಆದ್ದರಿಂದ ಈಗಿನಿಂದಲೇ ಸರ್ಕಾರ ಸರಿಯಾದ ಕ್ರಮ ಕೈಗೊಳ್ಳಬೇಕು ಎಂದು ಮಾಜಿ ಪ್ರಧಾನಿ, ಜೆಡಿಎಸ್ ವರಿಷ್ಠ ಎಚ್.ಡಿ.ದೇವೇಗೌಡ ಒತ್ತಾಯಿಸಿದ್ದಾರೆ. ನಗರದಲ್ಲಿಂದು ಮಾತನಾಡಿದ ಅವರು, ಕೊರೋನಾ ಸೋಂಕಿನಿಂದಾಗಿ ಬಡವರು, ಕೃಷಿಕರು, ರೈತರು ಸಂಕಷ್ಟದಲ್ಲಿದ್ದಾರೆ. ಅದ್ದರಿಂದ ಪಡಿತರ ಚೀಟಿ ಇಲ್ಲದವರಿಗೂ ಉಚಿತವಾಗಿ ಪಡಿತರ ವಿತರಿಸಬೇಕು. ಈ ಸಂಬಂಧ ಪ್ರಧಾನಿಯವರಿಗೂ ನಾನು ಪತ್ರ ಬರೆದಿದ್ದೇನೆ ಎಂದು ತಿಳಿಸಿದರು. ಪ್ರಧಾನಿಯವರು ನಿಮ್ಮ ಅನುಭವ ತಿಳಿಸುವಂತೆ ಕೇಳಿದ್ದರು. ಈ ಕುರಿತು ಸಂದರ್ಭ ಬಂದಾಗ ತಿಳಿಸುವುದಾಗಿ ಹೇಳಿದ್ದೇನೆ. ಯಾವುದೇ ಕಾರಣಕ್ಕೂ ಸರ್ಕಾರಕ್ಕೆ ಬಿಕ್ಕಟ್ಟು ಎದುರಾಗದಂತೆ ನೋಡಿಕೊಳ್ಳಬೇಕು. ನನ್ನ ಪಕ್ಷದವರು ಈ ಸಂದರ್ಭದಲ್ಲಿ ಜನರ ನೆರವಿಗೆ ಧಾವಿಸಿದ್ದಾರೆ. ಸರ್ಕಾರಕ್ಕೆ ಸಲಹೆ ನೀಡುವುದು ನಮ್ಮ ಕರ್ತವ್ಯ. ರಾಜ್ಯದಲ್ಲಿ ಸಂಕಷ್ಟದ ಸ್ಥಿತಿ ಎದುರಾಗಿದೆ. ಜಿಲ್ಲೆಯಲ್ಲಿ ಯಾವುದೇ ಸೋಂಕಿತ ಪ್ರಕರಣ ಇಲ್ಲ. ಜಿಲ್ಲಾಡಳಿತ ಉತ್ತಮ ಕಾರ್ಯ ನಿರ್ವಹಿಸುತ್ತಿದೆ. ಕಾರ್ಯಕರ್ತರು ಬಡವರಿಗೆ ನೆರವು ನೀಡುತ್ತಿದ್ದಾರೆ. ಎಲ್ಲರೂ ಬೆಂಬಲ ನೀಡಬೇಕು. ಅಗತ್ಯ ವಸ್ತುಗಳನ್ನು ಕಳುಹಿಸಿದರೂ, ಲಾಕ್ ಡೌನ್ ವಿಸ್ತರಣೆಯಿಂದ ಕಾಯಿಲೆ ಎಲ್ಲಾ ಸಮಸ್ಯೆಯೂ ಬಗೆಹರಿಯುವುದಿಲ್ಲ. ಆದರೆ ಪ್ರಧಾನಿಯವರ ಕೈಗೊಂಡ ಕ್ರಮವನ್ನು ಸ್ವಾಗತಿಸುತ್ತೇನೆ ಎಂದು ಪ್ರಧಾನಿಯವರನ್ನು ಉಲ್ಲೇಖಿಸಿದರು. bbox=[750, 125, 955, 345]
